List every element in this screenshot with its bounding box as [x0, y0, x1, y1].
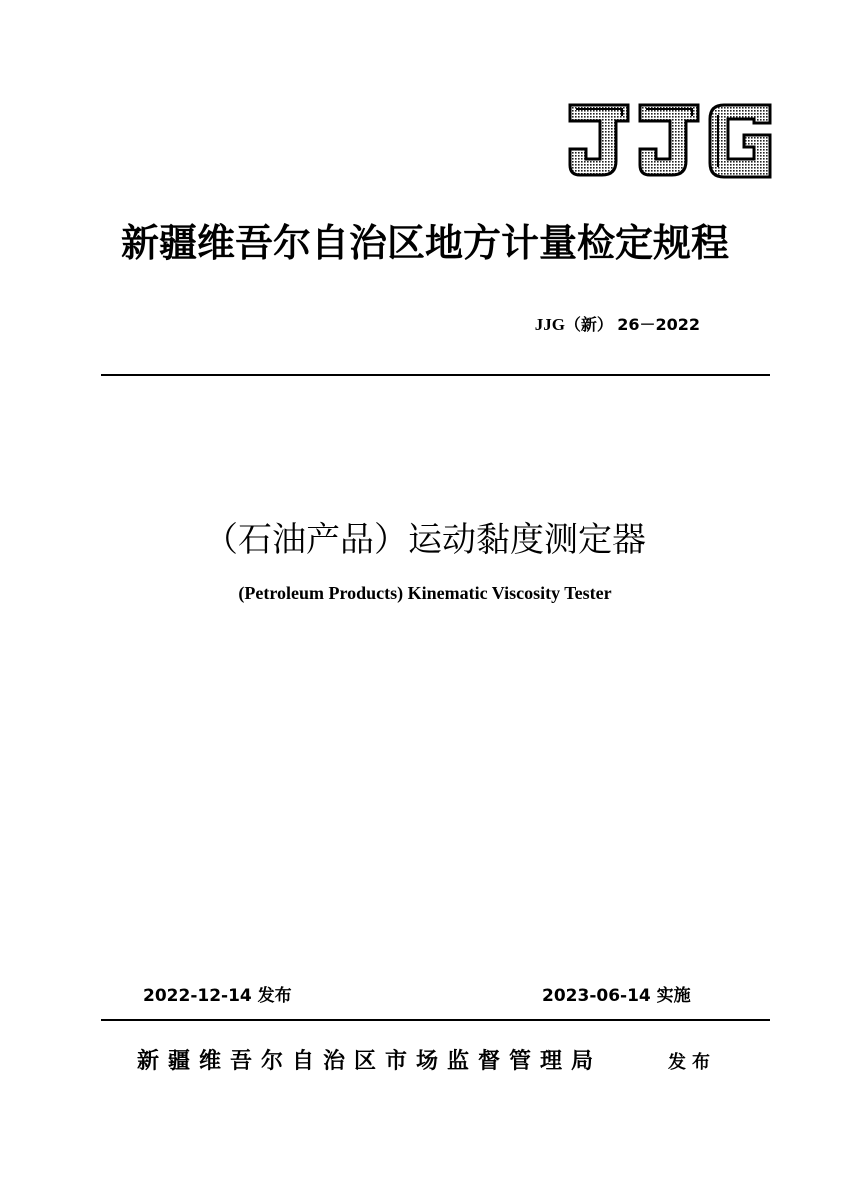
document-title-chinese: （石油产品）运动黏度测定器: [204, 520, 646, 560]
issuer-name: 新疆维吾尔自治区市场监督管理局: [137, 1049, 603, 1074]
standard-code-prefix: JJG: [534, 315, 565, 334]
bottom-divider: [101, 1019, 770, 1021]
implementation-date: 2023-06-14 实施: [542, 986, 691, 1006]
jjg-logo-icon: [566, 101, 776, 181]
standard-code: [535, 313, 700, 337]
document-title-english: (Petroleum Products) Kinematic Viscosity Tester: [238, 583, 612, 603]
top-divider: [101, 374, 770, 376]
series-title: 新疆维吾尔自治区地方计量检定规程: [120, 221, 729, 265]
issue-date: 2022-12-14 发布: [143, 986, 292, 1006]
standard-code-region: （新）: [564, 315, 613, 334]
issuer-suffix: 发布: [668, 1052, 716, 1073]
standard-code-number: 26－2022: [617, 315, 700, 334]
